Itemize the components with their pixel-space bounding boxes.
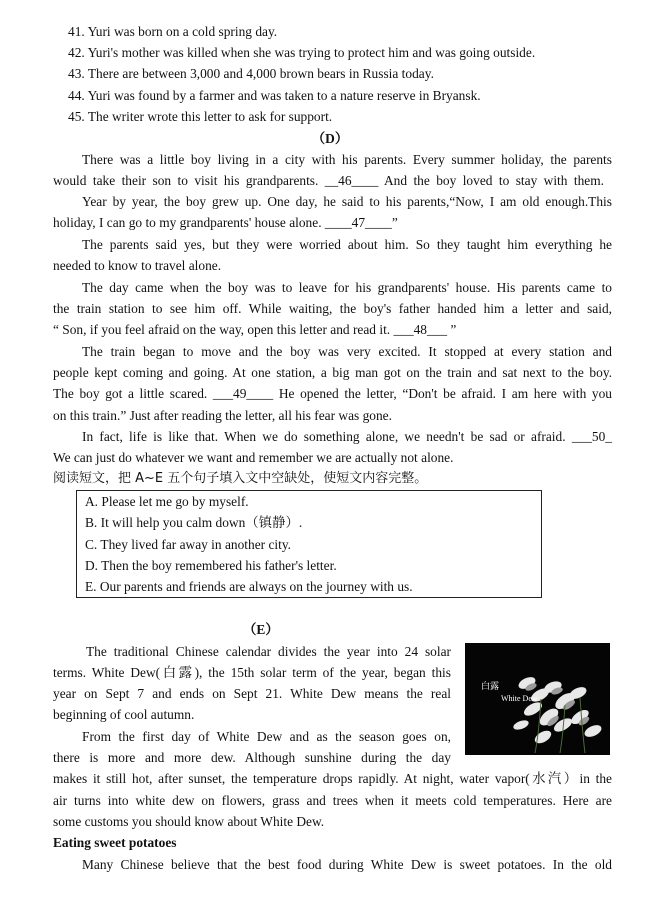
option-d: D. Then the boy remembered his father's letter. bbox=[85, 558, 337, 573]
options-box bbox=[76, 490, 542, 598]
paragraph-line: The parents said yes, but they were worried about him. So they taught him everything he bbox=[82, 237, 612, 252]
paragraph-line: would take their son to visit his grandparents. __46____ And the boy loved to stay with them. bbox=[53, 173, 604, 188]
paragraph-line: beginning of cool autumn. bbox=[53, 707, 195, 722]
paragraph-line: makes it still hot, after sunset, the temperature drops rapidly. At night, water vapor(水汽）in the bbox=[53, 771, 612, 786]
paragraph-line: There was a little boy living in a city with his parents. Every summer holiday, the parents bbox=[82, 152, 612, 167]
paragraph-line: people kept coming and going. At one station, a big man got on the train and sat next to the boy. bbox=[53, 365, 612, 380]
paragraph-line: Year by year, the boy grew up. One day, he said to his parents,“Now, I am old enough.This bbox=[82, 194, 612, 209]
option-a: A. Please let me go by myself. bbox=[85, 494, 249, 509]
statement-43: 43. There are between 3,000 and 4,000 brown bears in Russia today. bbox=[68, 66, 434, 81]
paragraph-line: We can just do whatever we want and remember we are actually not alone. bbox=[53, 450, 454, 465]
paragraph-line: In fact, life is like that. When we do something alone, we needn't be sad or afraid. ___50_ bbox=[82, 429, 612, 444]
paragraph-line: Many Chinese believe that the best food during White Dew is sweet potatoes. In the old bbox=[82, 857, 612, 872]
paragraph-line: air turns into white dew on flowers, grass and trees when it meets cold temperatures. Here are bbox=[53, 793, 612, 808]
photo-caption-en: White Dew bbox=[501, 694, 538, 703]
statement-42: 42. Yuri's mother was killed when she was trying to protect him and was going outside. bbox=[68, 45, 536, 60]
section-e-heading: （E） bbox=[243, 622, 279, 637]
option-e: E. Our parents and friends are always on the journey with us. bbox=[85, 579, 413, 594]
paragraph-line: there is more and more dew. Although sunshine during the day bbox=[53, 750, 451, 765]
statement-41: 41. Yuri was born on a cold spring day. bbox=[68, 24, 278, 39]
paragraph-line: on this train.” Just after reading the letter, all his fear was gone. bbox=[53, 408, 392, 423]
instruction-text: 阅读短文，把 A~E 五个句子填入文中空缺处，使短文内容完整。 bbox=[53, 471, 428, 486]
statement-44: 44. Yuri was found by a farmer and was taken to a nature reserve in Bryansk. bbox=[68, 88, 481, 103]
statement-45: 45. The writer wrote this letter to ask for support. bbox=[68, 109, 333, 124]
paragraph-line: year on Sept 7 and ends on Sept 21. White Dew means the real bbox=[53, 686, 451, 701]
section-d-heading: （D） bbox=[311, 131, 349, 146]
paragraph-line: From the first day of White Dew and as the season goes on, bbox=[82, 729, 451, 744]
paragraph-line: needed to know to travel alone. bbox=[53, 258, 222, 273]
subheading: Eating sweet potatoes bbox=[53, 835, 177, 850]
paragraph-line: the train station to see him off. While waiting, the boy's father handed him a letter and said, bbox=[53, 301, 612, 316]
paragraph-line: The boy got a little scared. ___49____ He opened the letter, “Don't be afraid. I am here with you bbox=[53, 386, 612, 401]
paragraph-line: “ Son, if you feel afraid on the way, open this letter and read it. ___48___ ” bbox=[53, 322, 457, 337]
paragraph-line: The day came when the boy was to leave for his grandparents' house. His parents came to bbox=[82, 280, 612, 295]
option-b: B. It will help you calm down（镇静）. bbox=[85, 515, 303, 530]
option-c: C. They lived far away in another city. bbox=[85, 537, 291, 552]
paragraph-line: holiday, I can go to my grandparents' house alone. ____47____” bbox=[53, 215, 398, 230]
paragraph-line: terms. White Dew(白露), the 15th solar term of the year, began this bbox=[53, 665, 451, 680]
paragraph-line: The traditional Chinese calendar divides the year into 24 solar bbox=[86, 644, 451, 659]
white-dew-flowers-image bbox=[465, 643, 610, 755]
paragraph-line: some customs you should know about White Dew. bbox=[53, 814, 325, 829]
paragraph-line: The train began to move and the boy was very excited. It stopped at every station and bbox=[82, 344, 612, 359]
photo-caption-cn: 白露 bbox=[481, 681, 500, 691]
